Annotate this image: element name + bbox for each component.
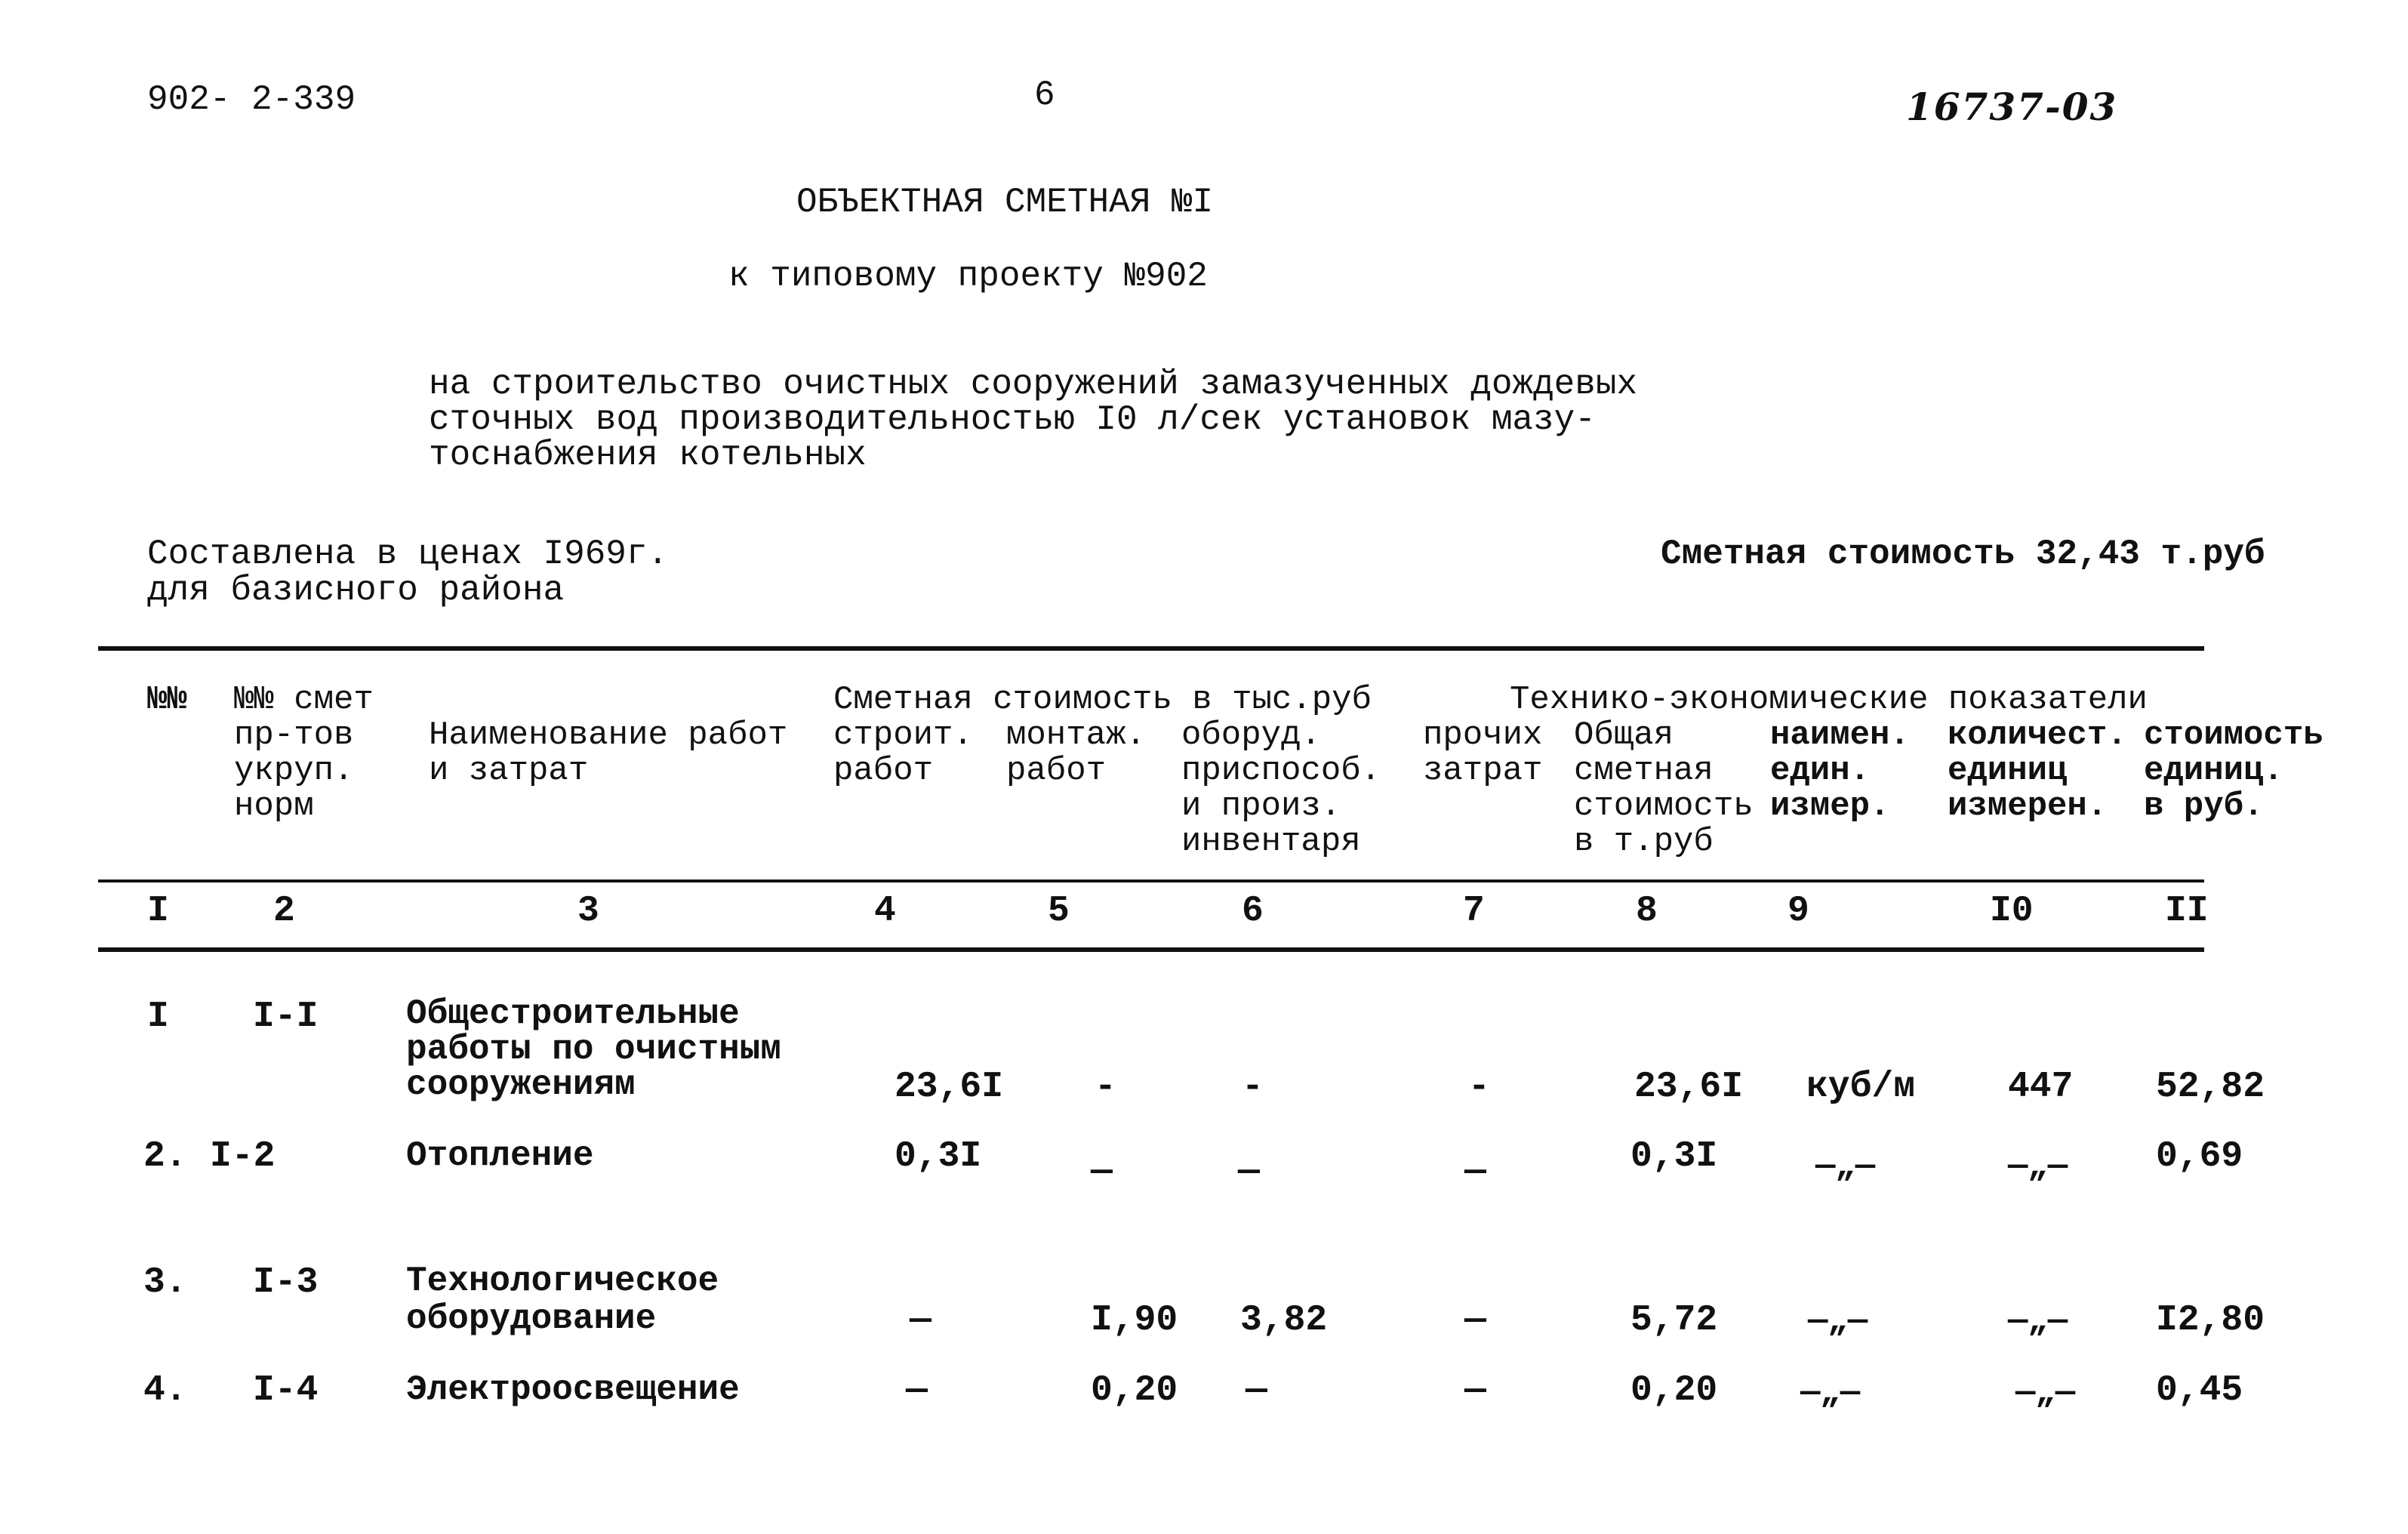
price-basis-line-1: Составлена в ценах I969г.	[147, 534, 669, 574]
equipment-cost: —	[1246, 1370, 1267, 1411]
document-code: 902- 2-339	[147, 80, 356, 119]
row-code: I-4	[253, 1370, 319, 1411]
column-number-3: 3	[577, 891, 599, 932]
equipment-cost: 3,82	[1240, 1300, 1328, 1341]
unit-ditto: —„—	[1800, 1374, 1861, 1412]
group-header-cost: Сметная стоимость в тыс.руб	[833, 681, 1372, 719]
installation-cost: -	[1095, 1067, 1116, 1107]
row-number: 3.	[143, 1262, 187, 1303]
installation-cost: —	[1091, 1151, 1113, 1192]
unit-cost: I2,80	[2156, 1300, 2265, 1341]
column-header-installation: монтаж. работ	[1006, 716, 1146, 790]
column-number-5: 5	[1048, 891, 1070, 932]
column-header-estimate-code: №№ смет пр-тов укруп. норм	[234, 681, 374, 825]
column-header-unit: наимен. един. измер.	[1770, 716, 1910, 825]
description-line-2: сточных вод производительностью I0 л/сек установок мазу-	[429, 400, 1596, 439]
equipment-cost: -	[1242, 1067, 1264, 1107]
installation-cost: I,90	[1091, 1300, 1178, 1341]
total-cost: 23,6I	[1634, 1067, 1744, 1107]
construction-cost: 0,3I	[895, 1136, 982, 1177]
column-number-2: 2	[273, 891, 295, 932]
unit-cost: 0,45	[2156, 1370, 2243, 1411]
other-cost: —	[1464, 1370, 1486, 1411]
row-name: Отопление	[406, 1136, 594, 1175]
estimated-cost: Сметная стоимость 32,43 т.руб	[1661, 534, 2265, 574]
row-name: Технологическое оборудование	[406, 1261, 719, 1338]
row-number: I	[147, 996, 169, 1037]
column-number-10: I0	[1990, 891, 2034, 932]
column-numbers-rule	[98, 947, 2204, 952]
equipment-cost: —	[1238, 1151, 1260, 1192]
column-header-unit-cost: стоимость единиц. в руб.	[2144, 716, 2323, 825]
description-line-3: тоснабжения котельных	[429, 436, 867, 475]
other-cost: —	[1464, 1151, 1486, 1192]
construction-cost: —	[906, 1370, 928, 1411]
column-header-construction: строит. работ	[833, 716, 973, 790]
unit-cost: 0,69	[2156, 1136, 2243, 1177]
column-header-other: прочих затрат	[1423, 716, 1543, 790]
total-cost: 5,72	[1630, 1300, 1718, 1341]
column-header-total: Общая сметная стоимость в т.руб	[1574, 716, 1754, 861]
group-header-indicators: Технико-экономические показатели	[1510, 681, 2148, 719]
row-name: Общестроительные работы по очистным сооружениям	[406, 994, 781, 1104]
other-cost: —	[1464, 1300, 1486, 1341]
table-top-rule	[98, 646, 2204, 651]
row-number: 4.	[143, 1370, 187, 1411]
installation-cost: 0,20	[1091, 1370, 1178, 1411]
column-header-quantity: количест. единиц измерен.	[1948, 716, 2127, 825]
unit: куб/м	[1806, 1067, 1916, 1107]
row-code: I-2	[210, 1136, 276, 1177]
header-bottom-rule	[98, 879, 2204, 883]
row-number: 2.	[143, 1136, 187, 1177]
price-basis-line-2: для базисного района	[147, 571, 565, 610]
total-cost: 0,3I	[1630, 1136, 1718, 1177]
unit-ditto: —„—	[1808, 1302, 1868, 1340]
description-line-1: на строительство очистных сооружений замазученных дождевых	[429, 365, 1638, 404]
total-cost: 0,20	[1630, 1370, 1718, 1411]
construction-cost: 23,6I	[895, 1067, 1004, 1107]
unit-ditto: —„—	[1815, 1147, 1876, 1185]
handwritten-stamp: 16737-03	[1906, 85, 2118, 129]
column-number-1: I	[147, 891, 169, 932]
column-number-7: 7	[1463, 891, 1485, 932]
quantity: 447	[2008, 1067, 2074, 1107]
construction-cost: —	[910, 1300, 931, 1341]
page-title: ОБЪЕКТНАЯ СМЕТНАЯ №I	[796, 183, 1214, 222]
row-code: I-3	[253, 1262, 319, 1303]
column-number-4: 4	[874, 891, 896, 932]
column-header-name: Наименование работ и затрат	[429, 716, 788, 790]
row-code: I-I	[253, 996, 319, 1037]
column-header-equipment: оборуд. приспособ. и произ. инвентаря	[1181, 716, 1381, 861]
quantity-ditto: —„—	[2015, 1374, 2076, 1412]
column-header-no: №№	[147, 681, 187, 719]
column-number-8: 8	[1636, 891, 1658, 932]
quantity-ditto: —„—	[2008, 1147, 2068, 1185]
unit-cost: 52,82	[2156, 1067, 2265, 1107]
column-number-6: 6	[1242, 891, 1264, 932]
other-cost: -	[1468, 1067, 1490, 1107]
row-name: Электроосвещение	[406, 1370, 740, 1409]
quantity-ditto: —„—	[2008, 1302, 2068, 1340]
page-number: 6	[1034, 75, 1055, 115]
column-number-11: II	[2165, 891, 2209, 932]
column-number-9: 9	[1788, 891, 1809, 932]
page-subtitle: к типовому проекту №902	[728, 257, 1208, 296]
